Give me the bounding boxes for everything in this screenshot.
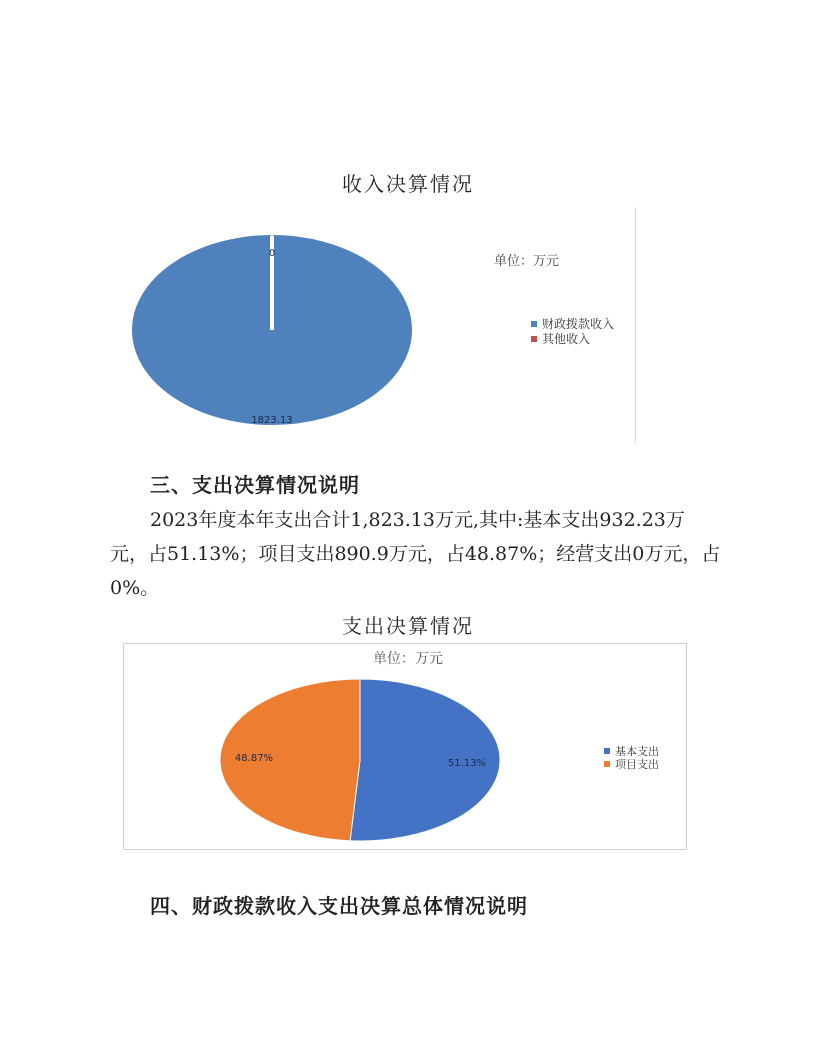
- legend-label-basic: 基本支出: [615, 744, 659, 758]
- expense-pie-chart: [210, 672, 510, 848]
- pie-data-label-2: 48.87%: [234, 753, 274, 764]
- income-pie-chart: [120, 230, 430, 440]
- income-chart-title: 收入决算情况: [342, 172, 474, 196]
- chart-divider-line: [635, 207, 636, 443]
- pie-data-label-2: 0: [268, 248, 276, 259]
- legend-label-fiscal: 财政拨款收入: [542, 317, 615, 331]
- legend-swatch-basic: [604, 748, 610, 754]
- income-unit-label: 单位：万元: [494, 254, 560, 269]
- legend-item-project: [604, 757, 659, 770]
- pie-data-label-1: 1823.13: [251, 415, 293, 426]
- legend-swatch-other: [531, 336, 537, 342]
- legend-label-project: 项目支出: [615, 757, 659, 771]
- expense-unit-label: 单位：万元: [373, 651, 443, 667]
- legend-swatch-project: [604, 761, 610, 767]
- section4-heading: 四、财政拨款收入支出决算总体情况说明: [150, 894, 528, 918]
- expense-legend: [604, 744, 659, 770]
- section3-paragraph-text: 2023年度本年支出合计1,823.13万元,其中:基本支出932.23万元，占51.13%；项目支出890.9万元，占48.87%；经营支出0万元，占0%。: [110, 509, 721, 599]
- legend-swatch-fiscal: [531, 321, 537, 327]
- pie-data-label-1: 51.13%: [447, 758, 487, 769]
- section3-heading: 三、支出决算情况说明: [150, 473, 360, 497]
- legend-item-other: [531, 331, 614, 346]
- expense-chart-title: 支出决算情况: [342, 614, 474, 638]
- income-legend: [531, 316, 614, 346]
- legend-label-other: 其他收入: [542, 332, 591, 346]
- section3-paragraph: [110, 503, 722, 605]
- legend-item-fiscal: [531, 316, 614, 331]
